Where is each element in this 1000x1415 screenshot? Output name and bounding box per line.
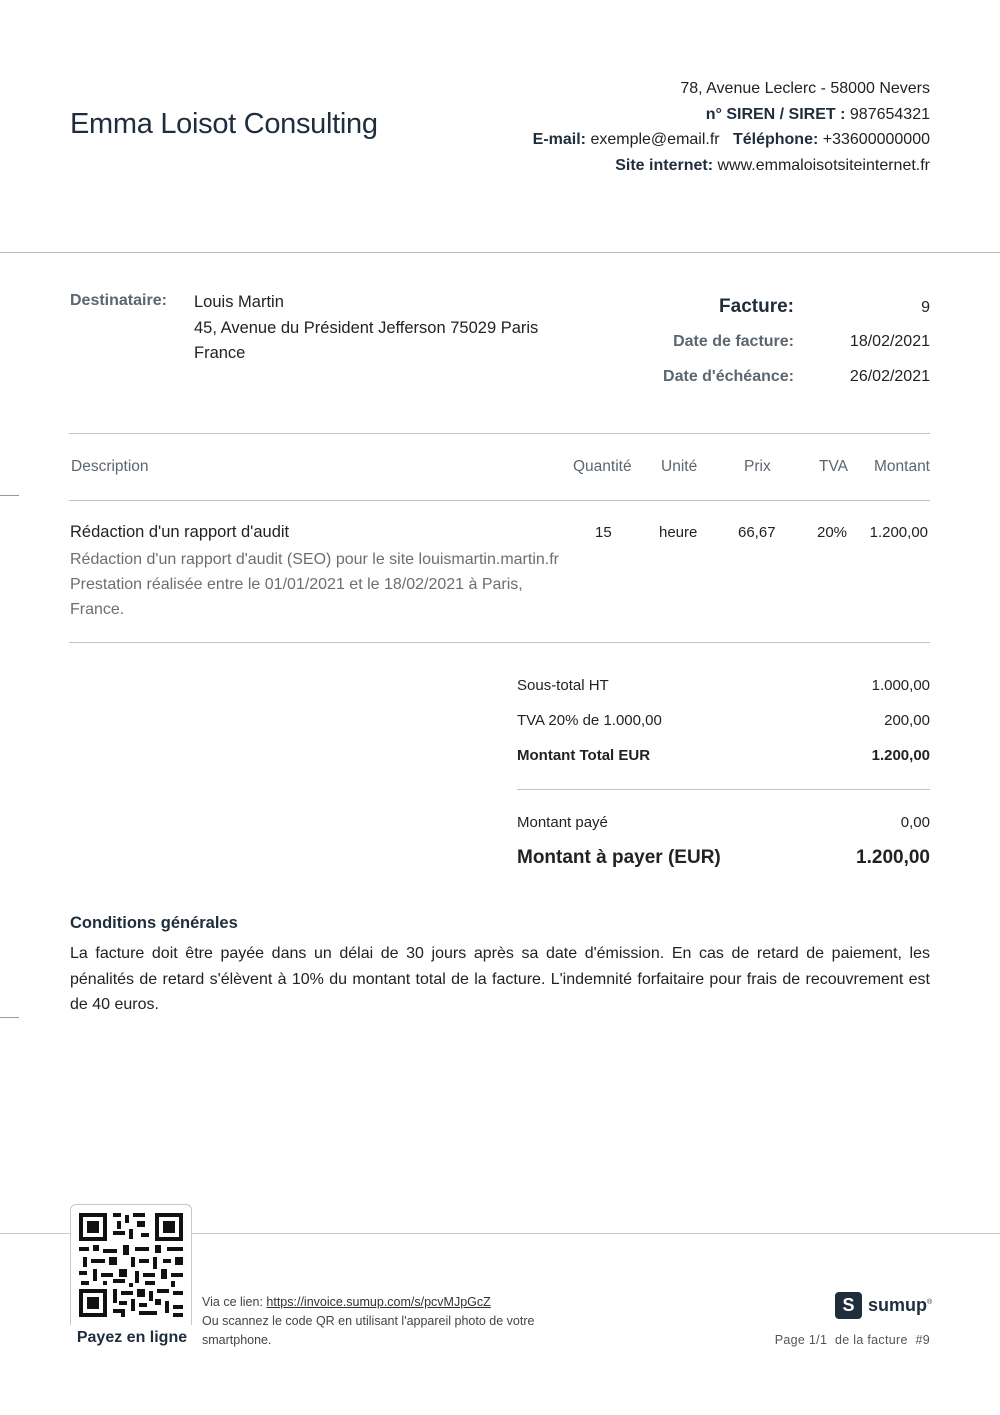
total-label: Montant Total EUR	[517, 747, 651, 764]
fold-mark	[0, 495, 19, 496]
payment-link[interactable]: https://invoice.sumup.com/s/pcvMJpGcZ	[266, 1295, 491, 1309]
subtotal-value: 1.000,00	[871, 677, 930, 694]
vat-value: 200,00	[884, 712, 930, 729]
col-header-amount: Montant	[873, 458, 930, 475]
item-description: Rédaction d'un rapport d'audit (SEO) pour le site louismartin.martin.fr Prestation réalisée entre le 01/01/2021 et le 18/02/2021 à Paris, France.	[70, 551, 559, 618]
amount-due-value: 1.200,00	[856, 847, 930, 868]
conditions-title: Conditions générales	[70, 914, 238, 932]
company-siren	[533, 102, 930, 128]
email-label: E-mail:	[532, 131, 586, 148]
invoice-ref: #9	[915, 1333, 930, 1347]
payment-instructions	[202, 1293, 582, 1350]
item-quantity: 15	[595, 524, 612, 541]
col-header-vat: TVA	[819, 458, 848, 475]
company-details	[533, 76, 930, 178]
recipient-block	[194, 290, 538, 367]
company-contact	[533, 127, 930, 153]
siren-label: n° SIREN / SIRET :	[705, 105, 846, 123]
paid-value: 0,00	[900, 814, 930, 831]
amount-due-row	[517, 847, 930, 869]
subtotal-row	[517, 677, 930, 694]
company-name: Emma Loisot Consulting	[70, 108, 378, 140]
col-header-quantity: Quantité	[573, 458, 632, 475]
recipient-address: 45, Avenue du Président Jefferson 75029 Paris	[194, 318, 539, 337]
of-invoice-label: de la facture	[835, 1333, 908, 1347]
header-divider	[0, 252, 1000, 253]
paid-row	[517, 814, 930, 831]
item-title: Rédaction d'un rapport d'audit	[70, 523, 290, 541]
due-date-value: 26/02/2021	[849, 368, 930, 385]
recipient-name: Louis Martin	[194, 293, 284, 311]
qr-code-icon[interactable]	[79, 1213, 183, 1317]
via-link-label: Via ce lien:	[202, 1295, 263, 1309]
table-top-rule	[69, 433, 930, 434]
pay-online-label: Payez en ligne	[76, 1329, 188, 1346]
siren-value: 987654321	[849, 105, 930, 123]
table-bottom-rule	[69, 642, 930, 643]
recipient-country: France	[194, 344, 246, 362]
totals-rule	[517, 789, 930, 790]
fold-mark	[0, 1017, 19, 1018]
vat-label: TVA 20% de 1.000,00	[517, 712, 662, 729]
sumup-wordmark: sumup	[868, 1295, 928, 1315]
item-price: 66,67	[738, 524, 776, 541]
invoice-date-label: Date de facture:	[673, 333, 794, 350]
item-amount: 1.200,00	[869, 524, 928, 541]
invoice-date-row	[530, 333, 930, 351]
phone-value: +33600000000	[822, 131, 930, 148]
item-vat: 20%	[817, 524, 848, 541]
item-unit: heure	[659, 524, 698, 541]
col-header-unit: Unité	[661, 458, 698, 475]
recipient-label: Destinataire:	[70, 292, 167, 309]
due-date-label: Date d'échéance:	[663, 368, 794, 385]
col-header-price: Prix	[744, 458, 771, 475]
invoice-label: Facture:	[719, 296, 794, 317]
subtotal-label: Sous-total HT	[517, 677, 609, 694]
company-website	[533, 153, 930, 179]
total-value: 1.200,00	[871, 747, 930, 764]
scan-instructions: Ou scannez le code QR en utilisant l'appareil photo de votre smartphone.	[202, 1314, 535, 1347]
qr-card[interactable]	[70, 1204, 192, 1325]
email-value[interactable]: exemple@email.fr	[590, 131, 720, 148]
phone-label: Téléphone:	[732, 131, 819, 148]
site-label: Site internet:	[615, 156, 714, 174]
invoice-number-row	[530, 296, 930, 318]
site-value[interactable]: www.emmaloisotsiteinternet.fr	[717, 156, 930, 174]
page-number	[771, 1333, 930, 1347]
total-row	[517, 747, 930, 764]
page-label: Page 1/1	[774, 1333, 828, 1347]
paid-label: Montant payé	[517, 814, 608, 831]
col-header-description: Description	[71, 458, 149, 475]
company-address: 78, Avenue Leclerc - 58000 Nevers	[680, 80, 930, 97]
sumup-logo: S sumup®	[835, 1292, 932, 1319]
vat-row	[517, 712, 930, 729]
table-header-rule	[69, 500, 930, 501]
invoice-number: 9	[921, 299, 930, 316]
due-date-row	[530, 368, 930, 386]
conditions-text: La facture doit être payée dans un délai de 30 jours après sa date d'émission. En cas de retard de paiement, les pénalités de retard s'élèvent à 10% du montant total de la facture. L'indemnité forfaitaire pour frais de recouvrement est de 40 euros.	[70, 945, 930, 1013]
sumup-logo-icon: S	[835, 1292, 862, 1319]
amount-due-label: Montant à payer (EUR)	[517, 847, 721, 868]
invoice-date-value: 18/02/2021	[849, 333, 930, 350]
